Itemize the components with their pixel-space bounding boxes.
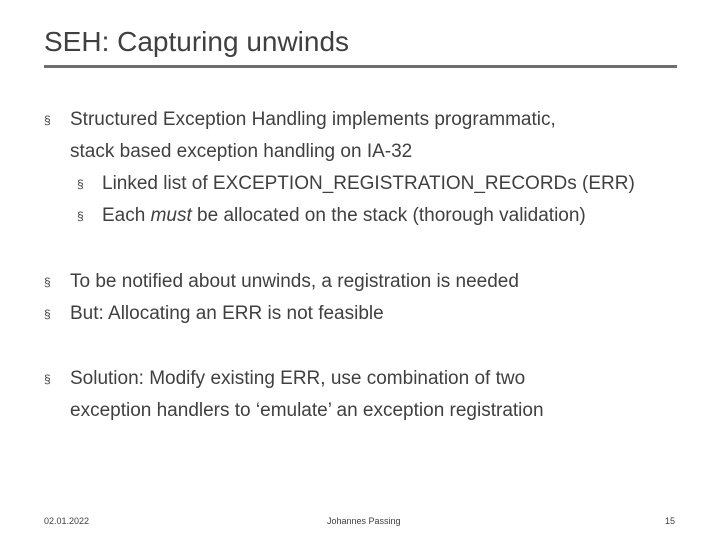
bullet-allocating <box>44 298 684 330</box>
bullet-text-pre: Each <box>102 205 151 226</box>
bullet-marker: § <box>44 372 51 386</box>
bullet-list <box>44 104 684 427</box>
bullet-text-line: stack based exception handling on IA-32 <box>70 141 413 162</box>
bullet-linked-list <box>44 168 684 200</box>
bullet-marker: § <box>44 113 51 127</box>
bullet-solution <box>44 363 684 427</box>
spacer <box>44 330 684 363</box>
bullet-text-line: Structured Exception Handling implements programmatic, <box>70 109 556 130</box>
bullet-notified <box>44 266 684 298</box>
title-underline <box>44 65 677 68</box>
slide-title: SEH: Capturing unwinds <box>44 26 350 57</box>
spacer <box>44 232 684 266</box>
bullet-marker: § <box>77 177 84 191</box>
bullet-marker: § <box>44 275 51 289</box>
bullet-text-post: be allocated on the stack (thorough validation) <box>191 205 586 226</box>
bullet-text: But: Allocating an ERR is not feasible <box>70 303 384 324</box>
bullet-text-line: exception handlers to ‘emulate’ an exception registration <box>70 400 544 421</box>
bullet-text-emphasis: must <box>150 205 192 226</box>
bullet-seh <box>44 104 684 168</box>
bullet-marker: § <box>44 307 51 321</box>
bullet-text-line: Solution: Modify existing ERR, use combination of two <box>70 368 526 389</box>
bullet-text: Linked list of EXCEPTION_REGISTRATION_RECORDs (ERR) <box>102 173 635 194</box>
bullet-text: To be notified about unwinds, a registration is needed <box>70 271 519 292</box>
footer-page-number: 15 <box>665 516 676 526</box>
footer-author: Johannes Passing <box>327 516 401 526</box>
footer-date: 02.01.2022 <box>44 516 90 526</box>
bullet-each-must <box>44 200 684 232</box>
bullet-marker: § <box>77 209 84 223</box>
